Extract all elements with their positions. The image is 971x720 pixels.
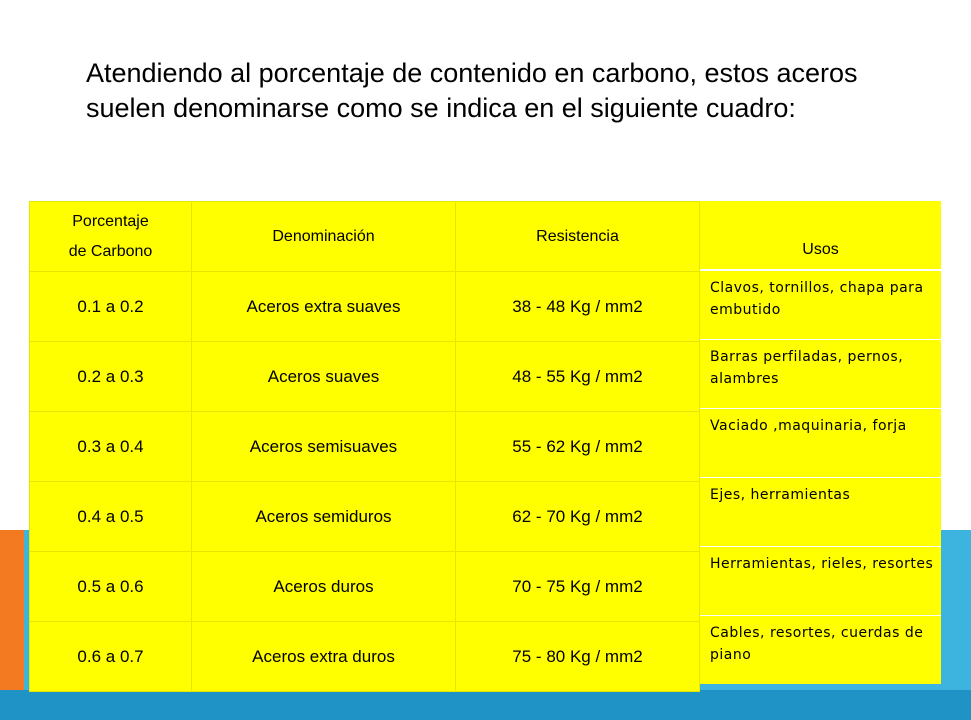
uses-header-row <box>700 201 941 270</box>
header-strength: Resistencia <box>456 202 700 272</box>
denomination-cell: Aceros semiduros <box>192 482 456 552</box>
header-carbon-line1: Porcentaje <box>72 212 149 230</box>
uses-row <box>700 546 941 615</box>
uses-cell: Herramientas, rieles, resortes <box>700 546 941 615</box>
uses-cell: Cables, resortes, cuerdas de piano <box>700 615 941 684</box>
carbon-cell: 0.4 a 0.5 <box>30 482 192 552</box>
denomination-cell: Aceros semisuaves <box>192 412 456 482</box>
carbon-cell: 0.6 a 0.7 <box>30 622 192 692</box>
strength-cell: 48 - 55 Kg / mm2 <box>456 342 700 412</box>
uses-row <box>700 339 941 408</box>
uses-cell: Vaciado ,maquinaria, forja <box>700 408 941 477</box>
uses-cell: Barras perfiladas, pernos, alambres <box>700 339 941 408</box>
background-dark-strip <box>0 690 971 720</box>
carbon-cell: 0.5 a 0.6 <box>30 552 192 622</box>
denomination-cell: Aceros extra duros <box>192 622 456 692</box>
strength-cell: 70 - 75 Kg / mm2 <box>456 552 700 622</box>
strength-cell: 55 - 62 Kg / mm2 <box>456 412 700 482</box>
uses-table <box>700 201 941 684</box>
uses-cell: Ejes, herramientas <box>700 477 941 546</box>
strength-cell: 75 - 80 Kg / mm2 <box>456 622 700 692</box>
uses-row <box>700 615 941 684</box>
table-row <box>30 482 700 552</box>
slide-heading: Atendiendo al porcentaje de contenido en carbono, estos aceros suelen denominarse como se indica en el siguiente cuadro: <box>86 58 858 123</box>
header-carbon-line2: de Carbono <box>68 242 153 260</box>
carbon-cell: 0.3 a 0.4 <box>30 412 192 482</box>
denomination-cell: Aceros extra suaves <box>192 272 456 342</box>
header-carbon <box>30 202 192 272</box>
table-row <box>30 622 700 692</box>
table-row <box>30 272 700 342</box>
carbon-cell: 0.2 a 0.3 <box>30 342 192 412</box>
table-row <box>30 412 700 482</box>
strength-cell: 62 - 70 Kg / mm2 <box>456 482 700 552</box>
uses-row <box>700 408 941 477</box>
header-uses: Usos <box>700 201 941 270</box>
table-row <box>30 342 700 412</box>
denomination-cell: Aceros suaves <box>192 342 456 412</box>
uses-cell: Clavos, tornillos, chapa para embutido <box>700 270 941 339</box>
carbon-cell: 0.1 a 0.2 <box>30 272 192 342</box>
table-header-row <box>30 202 700 272</box>
uses-row <box>700 477 941 546</box>
steel-table <box>29 201 700 692</box>
table-row <box>30 552 700 622</box>
uses-row <box>700 270 941 339</box>
strength-cell: 38 - 48 Kg / mm2 <box>456 272 700 342</box>
header-denomination: Denominación <box>192 202 456 272</box>
denomination-cell: Aceros duros <box>192 552 456 622</box>
